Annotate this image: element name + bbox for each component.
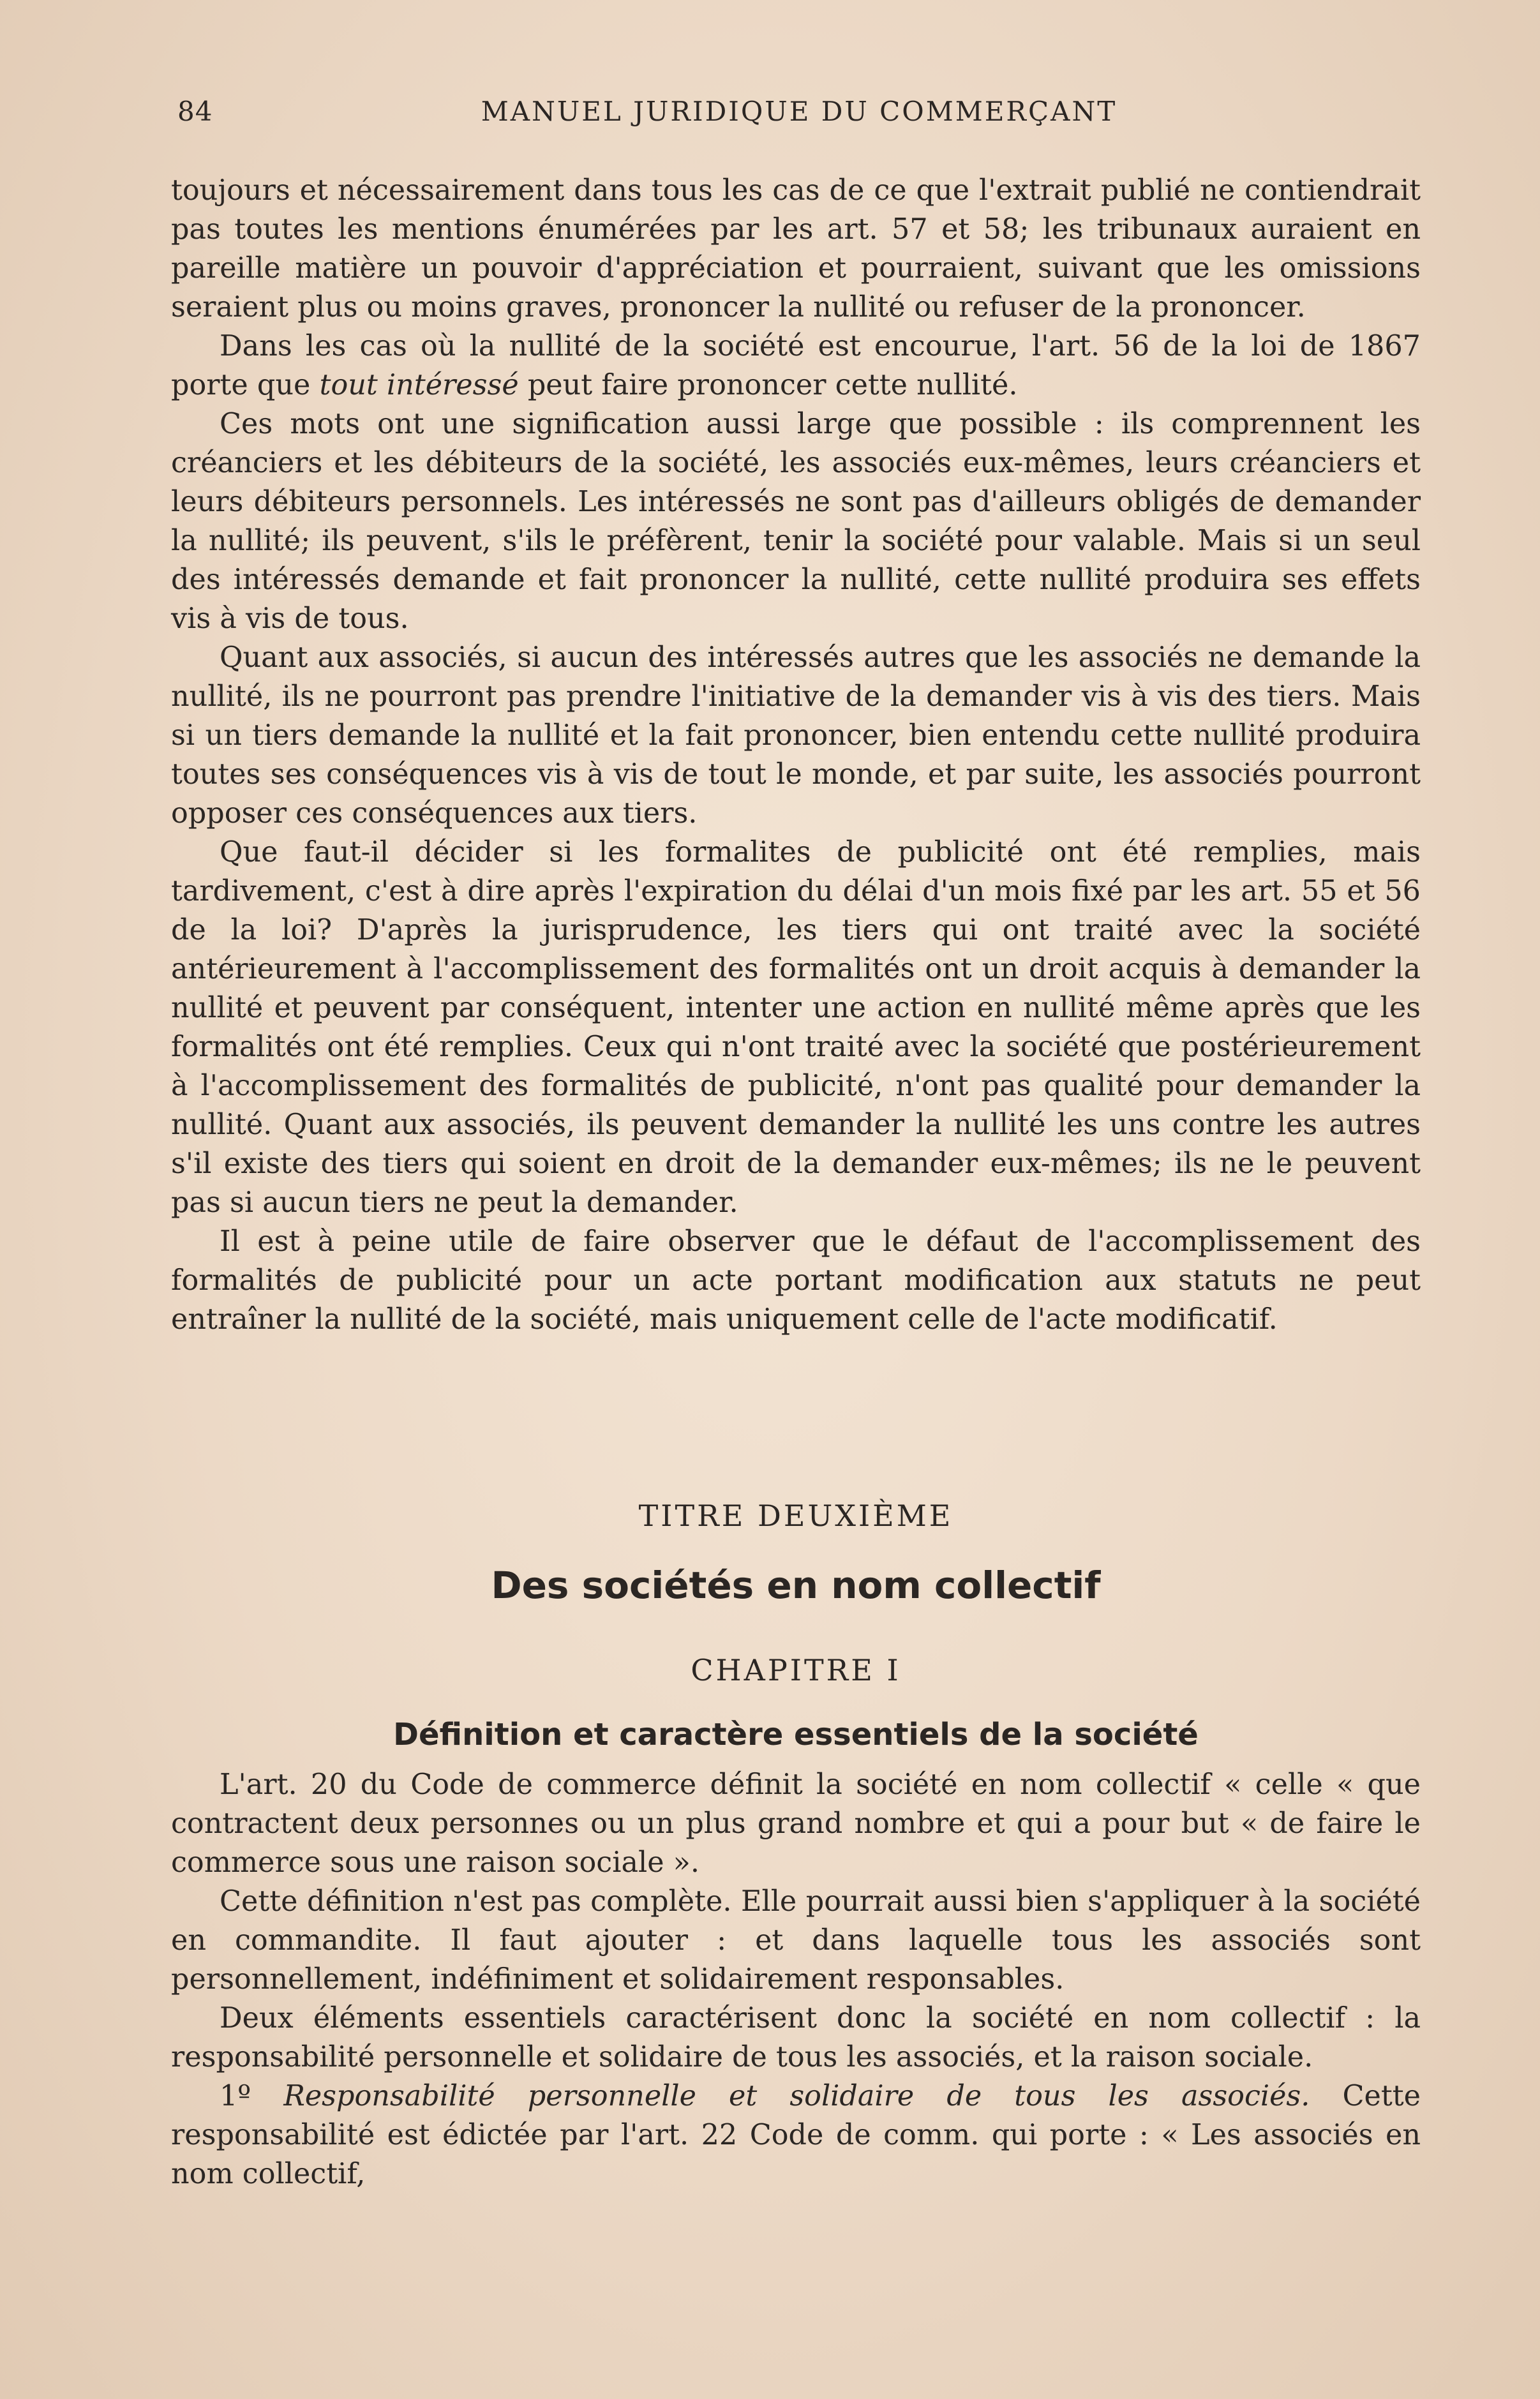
titre-label: TITRE DEUXIÈME [638,1498,953,1533]
italic-heading: Responsabilité personnelle et solidaire de tous les associés. [283,2080,1310,2112]
running-title: MANUEL JURIDIQUE DU COMMERÇANT [481,96,1118,127]
paragraph: Quant aux associés, si aucun des intéressés autres que les associés ne demande la nullité, ils ne pourront pas prendre l'initiative de la demander vis à vis des tiers. Mais si un tiers demande la nullité et la fait prononcer, bien entendu cette nullité produira toutes ses conséquences vis à vis de tout le monde, et par suite, les associés pourront opposer ces conséquences aux tiers. [171,641,1421,830]
paragraph: Cette définition n'est pas complète. Elle pourrait aussi bien s'appliquer à la société en commandite. Il faut ajouter : et dans laquelle tous les associés sont personnellement, indéfiniment et solidairement responsables. [171,1885,1421,1996]
page-header [177,96,1421,134]
page-number: 84 [177,96,213,127]
italic-term: tout intéressé [319,369,519,401]
text-run: Dans les cas où la nullité de la société est encourue, l'art. 56 de la loi de 1867 porte que [171,330,1421,401]
paragraph: Il est à peine utile de faire observer que le défaut de l'accomplissement des formalités de publicité pour un acte portant modification aux statuts ne peut entraîner la nullité de la société, mais uniquement celle de l'acte modificatif. [171,1225,1421,1336]
text-run: Cette responsabilité est édictée par l'art. 22 Code de comm. qui porte : « Les associés en nom collectif, [171,2080,1421,2190]
chapitre-label: CHAPITRE I [691,1653,901,1687]
paragraph: Que faut-il décider si les formalites de publicité ont été remplies, mais tardivement, c'est à dire après l'expiration du délai d'un mois fixé par les art. 55 et 56 de la loi? D'après la jurisprudence, les tiers qui ont traité avec la société antérieurement à l'accomplissement des formalités ont un droit acquis à demander la nullité et peuvent par conséquent, intenter une action en nullité même après que les formalités ont été remplies. Ceux qui n'ont traité avec la société que postérieurement à l'accomplissement des formalités de publicité, n'ont pas qualité pour demander la nullité. Quant aux associés, ils peuvent demander la nullité les uns contre les autres s'il existe des tiers qui soient en droit de la demander eux-mêmes; ils ne le peuvent pas si aucun tiers ne peut la demander. [171,836,1421,1219]
chapter-heading: Définition et caractère essentiels de la société [393,1717,1199,1753]
paragraph [171,2077,1421,2193]
body-text-top [171,171,1421,1339]
paragraph: Deux éléments essentiels caractérisent donc la société en nom collectif : la responsabilité personnelle et solidaire de tous les associés, et la raison sociale. [171,2002,1421,2074]
body-text-bottom [171,1765,1421,2193]
paragraph: L'art. 20 du Code de commerce définit la société en nom collectif « celle « que contractent deux personnes ou un plus grand nombre et qui a pour but « de faire le commerce sous une raison sociale ». [171,1768,1421,1879]
section-heading: Des sociétés en nom collectif [491,1564,1101,1607]
list-number: 1º [220,2080,251,2112]
paragraph: toujours et nécessairement dans tous les cas de ce que l'extrait publié ne contiendrait pas toutes les mentions énumérées par les art. 57 et 58; les tribunaux auraient en pareille matière un pouvoir d'appréciation et pourraient, suivant que les omissions seraient plus ou moins graves, prononcer la nullité ou refuser de la prononcer. [171,174,1421,324]
paragraph [171,327,1421,405]
text-run: peut faire prononcer cette nullité. [527,369,1018,401]
paragraph: Ces mots ont une signification aussi large que possible : ils comprennent les créanciers et les débiteurs de la société, les associés eux-mêmes, leurs créanciers et leurs débiteurs personnels. Les intéressés ne sont pas d'ailleurs obligés de demander la nullité; ils peuvent, s'ils le préfèrent, tenir la société pour valable. Mais si un seul des intéressés demande et fait prononcer la nullité, cette nullité produira ses effets vis à vis de tous. [171,408,1421,635]
